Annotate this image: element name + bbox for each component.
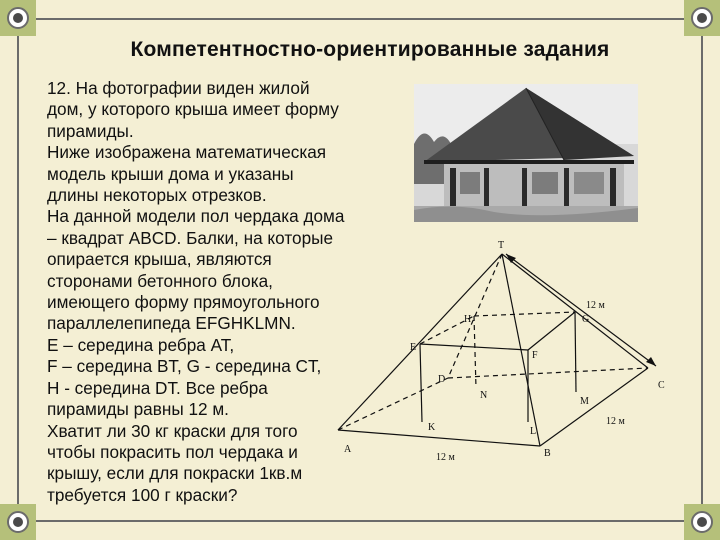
vertex-label-f: F	[532, 350, 538, 361]
vertex-label-g: G	[582, 314, 590, 325]
task-line: Ниже изображена математическая	[47, 142, 327, 163]
vertex-label-m: M	[580, 396, 589, 407]
edge-ta	[338, 254, 502, 430]
vertex-label-t: T	[498, 240, 505, 251]
task-line: пирамиды.	[47, 120, 134, 141]
block-ek	[420, 344, 422, 422]
frame-bottom-line	[0, 520, 720, 522]
task-line: чтобы покрасить пол чердака и	[47, 441, 298, 462]
frame-top-line	[0, 18, 720, 20]
task-line: E – середина ребра AT,	[47, 334, 235, 355]
task-line: крышу, если для покраски 1кв.м	[47, 463, 303, 484]
corner-ornament-bottom-right-icon	[684, 504, 720, 540]
frame-right-line	[701, 0, 703, 540]
vertex-label-a: A	[344, 444, 352, 455]
task-line: H - середина DT. Все ребра	[47, 377, 268, 398]
task-line: – квадрат ABCD. Балки, на которые	[47, 227, 334, 248]
task-line: Хватит ли 30 кг краски для того	[47, 420, 298, 441]
length-label-ab: 12 м	[436, 452, 455, 463]
task-line: F – середина BT, G - середина CT,	[47, 356, 322, 377]
length-label-tc: 12 м	[586, 300, 605, 311]
vertex-label-n: N	[480, 390, 488, 401]
vertex-label-d: D	[438, 374, 446, 385]
task-line: опирается крыша, являются	[47, 249, 272, 270]
task-line: 12. На фотографии виден жилой	[47, 78, 310, 98]
block-ef	[420, 344, 528, 350]
length-label-bc: 12 м	[606, 416, 625, 427]
frame-left-line	[17, 0, 19, 540]
edge-dc	[448, 368, 648, 378]
task-line: требуется 100 г краски?	[47, 484, 238, 505]
task-line: параллелепипеда EFGHKLMN.	[47, 313, 296, 334]
task-line: длины некоторых отрезков.	[47, 185, 267, 206]
corner-ornament-top-right-icon	[684, 0, 720, 36]
task-line: сторонами бетонного блока,	[47, 270, 273, 291]
block-hg	[474, 312, 575, 316]
task-line: имеющего форму прямоугольного	[47, 292, 320, 313]
vertex-label-l: L	[530, 426, 537, 437]
vertex-label-k: K	[428, 422, 436, 433]
edge-bc	[540, 368, 648, 446]
corner-ornament-bottom-left-icon	[0, 504, 36, 540]
slide-title: Компетентностно-ориентированные задания	[130, 38, 610, 61]
corner-ornament-top-left-icon	[0, 0, 36, 36]
block-gm	[575, 312, 576, 392]
task-line: На данной модели пол чердака дома	[47, 206, 345, 227]
vertex-label-c: C	[658, 380, 665, 391]
task-line: пирамиды равны 12 м.	[47, 399, 229, 420]
edge-ab	[338, 430, 540, 446]
block-fg	[528, 312, 575, 350]
task-line: дом, у которого крыша имеет форму	[47, 99, 339, 120]
vertex-label-e: E	[410, 342, 417, 353]
vertex-label-h: H	[464, 314, 472, 325]
task-line: модель крыши дома и указаны	[47, 163, 294, 184]
house-photo	[414, 84, 638, 222]
vertex-label-b: B	[544, 448, 551, 459]
pyramid-diagram	[330, 232, 690, 472]
